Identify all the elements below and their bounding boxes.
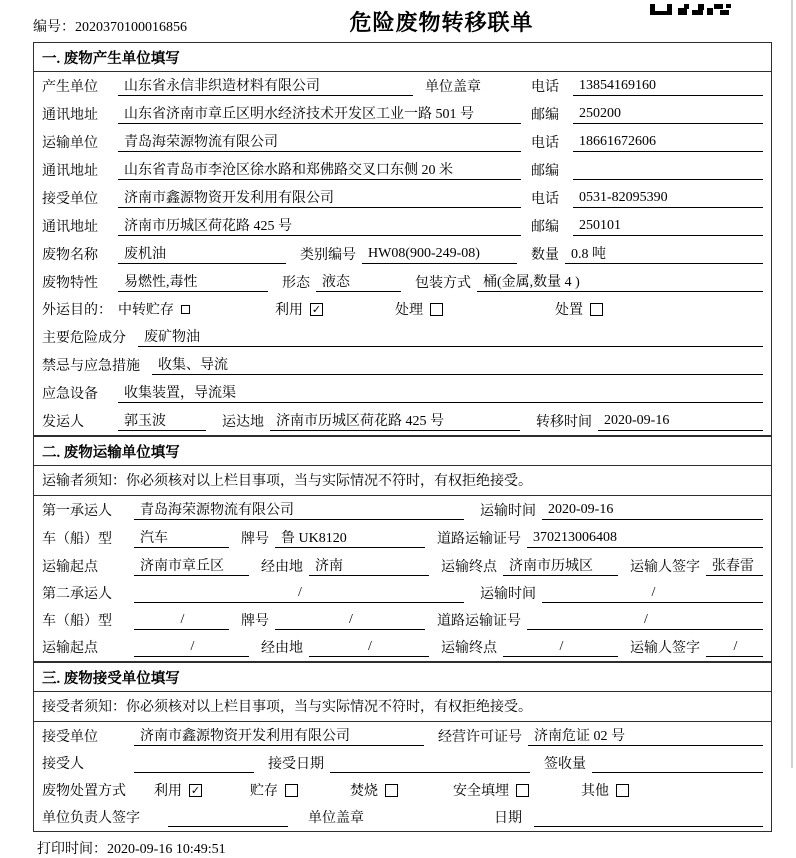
endpoint2-value: / — [503, 639, 618, 657]
field-row-route2 — [34, 634, 771, 661]
endpoint-value: 济南市历城区 — [503, 555, 618, 576]
section3-title: 三. 废物接受单位填写 — [34, 663, 771, 692]
checkbox-other — [616, 784, 629, 797]
zip-label: 邮编 — [531, 164, 559, 179]
receiver-notice: 接受者须知：你必须核对以上栏目事项，当与实际情况不符时，有权拒绝接受。 — [34, 692, 771, 722]
field-label: 应急设备 — [42, 387, 98, 402]
field-label: 产生单位 — [42, 80, 98, 95]
option-label: 贮存 — [250, 784, 278, 799]
field-row-accept-person — [34, 750, 771, 777]
producer-name-value: 山东省永信非织造材料有限公司 — [118, 75, 413, 96]
transporter-zip-value — [573, 162, 763, 180]
destination-label: 运达地 — [222, 415, 264, 430]
license-label: 经营许可证号 — [438, 730, 522, 745]
vehicle-type2-value: / — [134, 612, 229, 630]
field-row-responsible-sign — [34, 804, 771, 831]
license-value: 济南危证 02 号 — [528, 725, 763, 746]
section-producer — [33, 42, 772, 436]
date-value — [534, 809, 763, 827]
plate-value: 鲁 UK8120 — [275, 527, 425, 548]
transporter-notice: 运输者须知：你必须核对以上栏目事项，当与实际情况不符时，有权拒绝接受。 — [34, 466, 771, 496]
receipt-qty-label: 签收量 — [544, 757, 586, 772]
plate-label: 牌号 — [241, 532, 269, 547]
field-row-transporter — [34, 128, 771, 156]
field-label: 主要危险成分 — [42, 331, 126, 346]
field-row-receiver-address — [34, 212, 771, 240]
second-carrier-value: / — [134, 585, 464, 603]
packaging-value: 桶(金属,数量 4 ) — [477, 271, 763, 292]
unit-seal-label: 单位盖章 — [308, 811, 364, 826]
field-label: 车（船）型 — [42, 614, 112, 629]
receiver-phone-value: 0531-82095390 — [573, 190, 763, 208]
field-row-emergency-measures — [34, 351, 771, 379]
transfer-time-value: 2020-09-16 — [598, 413, 763, 431]
origin-value: 济南市章丘区 — [134, 555, 249, 576]
page-title: 危险废物转移联单 — [349, 10, 534, 35]
via2-value: / — [309, 639, 429, 657]
vehicle-type-value: 汽车 — [134, 527, 229, 548]
field-label: 禁忌与应急措施 — [42, 359, 140, 374]
form-state-label: 形态 — [282, 276, 310, 291]
field-label: 运输起点 — [42, 560, 98, 575]
field-label: 废物特性 — [42, 276, 98, 291]
road-permit-value: 370213006408 — [527, 530, 763, 548]
receiver-address-value: 济南市历城区荷花路 425 号 — [118, 215, 521, 236]
serial-value: 2020370100016856 — [75, 20, 187, 35]
field-row-second-carrier — [34, 580, 771, 607]
document-header — [33, 4, 772, 42]
purpose-label: 外运目的： — [42, 303, 112, 318]
field-row-emergency-equipment — [34, 379, 771, 407]
checkbox-utilize: ✓ — [190, 783, 201, 797]
emergency-equipment-value: 收集装置，导流渠 — [118, 382, 763, 403]
transport-time-label: 运输时间 — [480, 504, 536, 519]
field-row-transporter-address — [34, 156, 771, 184]
print-time-label: 打印时间： — [37, 842, 107, 857]
shipper-name-value: 郭玉波 — [118, 410, 206, 431]
option-label: 利用 — [154, 784, 182, 799]
field-row-accept-unit — [34, 722, 771, 750]
field-label: 废物名称 — [42, 248, 98, 263]
section2-title: 二. 废物运输单位填写 — [34, 437, 771, 466]
print-time-value: 2020-09-16 10:49:51 — [107, 842, 226, 857]
hazard-component-value: 废矿物油 — [138, 326, 763, 347]
field-row-first-carrier — [34, 496, 771, 524]
via-value: 济南 — [309, 555, 429, 576]
option-label: 处置 — [555, 303, 583, 318]
field-label: 运输单位 — [42, 136, 98, 151]
checkbox-dispose — [590, 303, 603, 316]
carrier-sign-label: 运输人签字 — [630, 641, 700, 656]
field-label: 接受单位 — [42, 730, 98, 745]
waste-name-value: 废机油 — [118, 243, 286, 264]
checkbox-store — [285, 784, 298, 797]
accept-date-label: 接受日期 — [268, 757, 324, 772]
checkbox-incinerate — [385, 784, 398, 797]
option-label: 焚烧 — [350, 784, 378, 799]
transfer-time-label: 转移时间 — [536, 415, 592, 430]
accept-date-value — [330, 755, 530, 773]
transport-time2-value: / — [542, 585, 763, 603]
checkbox-utilize: ✓ — [311, 302, 322, 316]
field-row-producer-address — [34, 100, 771, 128]
field-label: 接受单位 — [42, 192, 98, 207]
section1-title: 一. 废物产生单位填写 — [34, 43, 771, 72]
producer-phone-value: 13854169160 — [573, 78, 763, 96]
quantity-value: 0.8 吨 — [565, 243, 763, 264]
field-row-hazard-component — [34, 323, 771, 351]
phone-label: 电话 — [531, 136, 559, 151]
endpoint-label: 运输终点 — [441, 641, 497, 656]
qr-code-fragment — [622, 4, 772, 16]
via-label: 经由地 — [261, 641, 303, 656]
accept-person-value — [134, 755, 254, 773]
endpoint-label: 运输终点 — [441, 560, 497, 575]
emergency-measures-value: 收集、导流 — [152, 354, 763, 375]
transport-time-value: 2020-09-16 — [542, 502, 763, 520]
packaging-label: 包装方式 — [415, 276, 471, 291]
waste-property-value: 易燃性,毒性 — [118, 271, 268, 292]
print-time — [33, 832, 772, 858]
field-label: 第二承运人 — [42, 587, 112, 602]
quantity-label: 数量 — [531, 248, 559, 263]
section-transporter — [33, 436, 772, 662]
carrier-sign-value: 张春雷 — [706, 555, 763, 576]
checkbox-landfill — [516, 784, 529, 797]
option-label: 处理 — [395, 303, 423, 318]
field-label: 通讯地址 — [42, 220, 98, 235]
field-label: 通讯地址 — [42, 164, 98, 179]
producer-zip-value: 250200 — [573, 106, 763, 124]
serial-number — [33, 16, 261, 36]
responsible-sign-label: 单位负责人签字 — [42, 811, 140, 826]
unit-seal-label: 单位盖章 — [425, 80, 481, 95]
field-label: 运输起点 — [42, 641, 98, 656]
serial-label: 编号： — [33, 20, 75, 35]
road-permit-label: 道路运输证号 — [437, 614, 521, 629]
transporter-address-value: 山东省青岛市李沧区徐水路和郑佛路交叉口东侧 20 米 — [118, 159, 521, 180]
field-row-route1 — [34, 552, 771, 580]
zip-label: 邮编 — [531, 220, 559, 235]
section-receiver — [33, 662, 772, 832]
transporter-phone-value: 18661672606 — [573, 134, 763, 152]
category-code-label: 类别编号 — [300, 248, 356, 263]
field-row-producer — [34, 72, 771, 100]
receiver-zip-value: 250101 — [573, 218, 763, 236]
via-label: 经由地 — [261, 560, 303, 575]
responsible-sign-value — [168, 809, 288, 827]
field-row-shipper — [34, 407, 771, 435]
carrier-sign-label: 运输人签字 — [630, 560, 700, 575]
option-label: 其他 — [581, 784, 609, 799]
destination-value: 济南市历城区荷花路 425 号 — [270, 410, 520, 431]
receipt-qty-value — [592, 755, 763, 773]
phone-label: 电话 — [531, 80, 559, 95]
carrier-sign2-value: / — [706, 639, 763, 657]
checkbox-treat — [430, 303, 443, 316]
field-row-disposal-method — [34, 777, 771, 804]
field-row-waste-property — [34, 268, 771, 296]
field-row-waste-name — [34, 240, 771, 268]
field-label: 接受人 — [42, 757, 84, 772]
phone-label: 电话 — [531, 192, 559, 207]
plate-label: 牌号 — [241, 614, 269, 629]
field-label: 车（船）型 — [42, 532, 112, 547]
zip-label: 邮编 — [531, 108, 559, 123]
road-permit-label: 道路运输证号 — [437, 532, 521, 547]
field-row-vehicle2 — [34, 607, 771, 634]
plate2-value: / — [275, 612, 425, 630]
field-label: 发运人 — [42, 415, 84, 430]
accept-unit-value: 济南市鑫源物资开发利用有限公司 — [134, 725, 424, 746]
option-label: 安全填埋 — [453, 784, 509, 799]
field-row-vehicle1 — [34, 524, 771, 552]
transporter-name-value: 青岛海荣源物流有限公司 — [118, 131, 521, 152]
first-carrier-value: 青岛海荣源物流有限公司 — [134, 499, 464, 520]
checkbox-transfer-storage — [181, 305, 190, 314]
qr-code-icon — [622, 4, 772, 16]
road-permit2-value: / — [527, 612, 763, 630]
producer-address-value: 山东省济南市章丘区明水经济技术开发区工业一路 501 号 — [118, 103, 521, 124]
transport-time-label: 运输时间 — [480, 587, 536, 602]
date-label: 日期 — [494, 811, 522, 826]
field-label: 通讯地址 — [42, 108, 98, 123]
category-code-value: HW08(900-249-08) — [362, 246, 517, 264]
field-label: 第一承运人 — [42, 504, 112, 519]
disposal-method-label: 废物处置方式 — [42, 784, 126, 799]
field-row-receiver — [34, 184, 771, 212]
option-label: 中转贮存 — [118, 303, 174, 318]
receiver-name-value: 济南市鑫源物资开发利用有限公司 — [118, 187, 521, 208]
field-row-transfer-purpose — [34, 296, 771, 323]
origin2-value: / — [134, 639, 249, 657]
form-state-value: 液态 — [316, 271, 401, 292]
option-label: 利用 — [275, 303, 303, 318]
